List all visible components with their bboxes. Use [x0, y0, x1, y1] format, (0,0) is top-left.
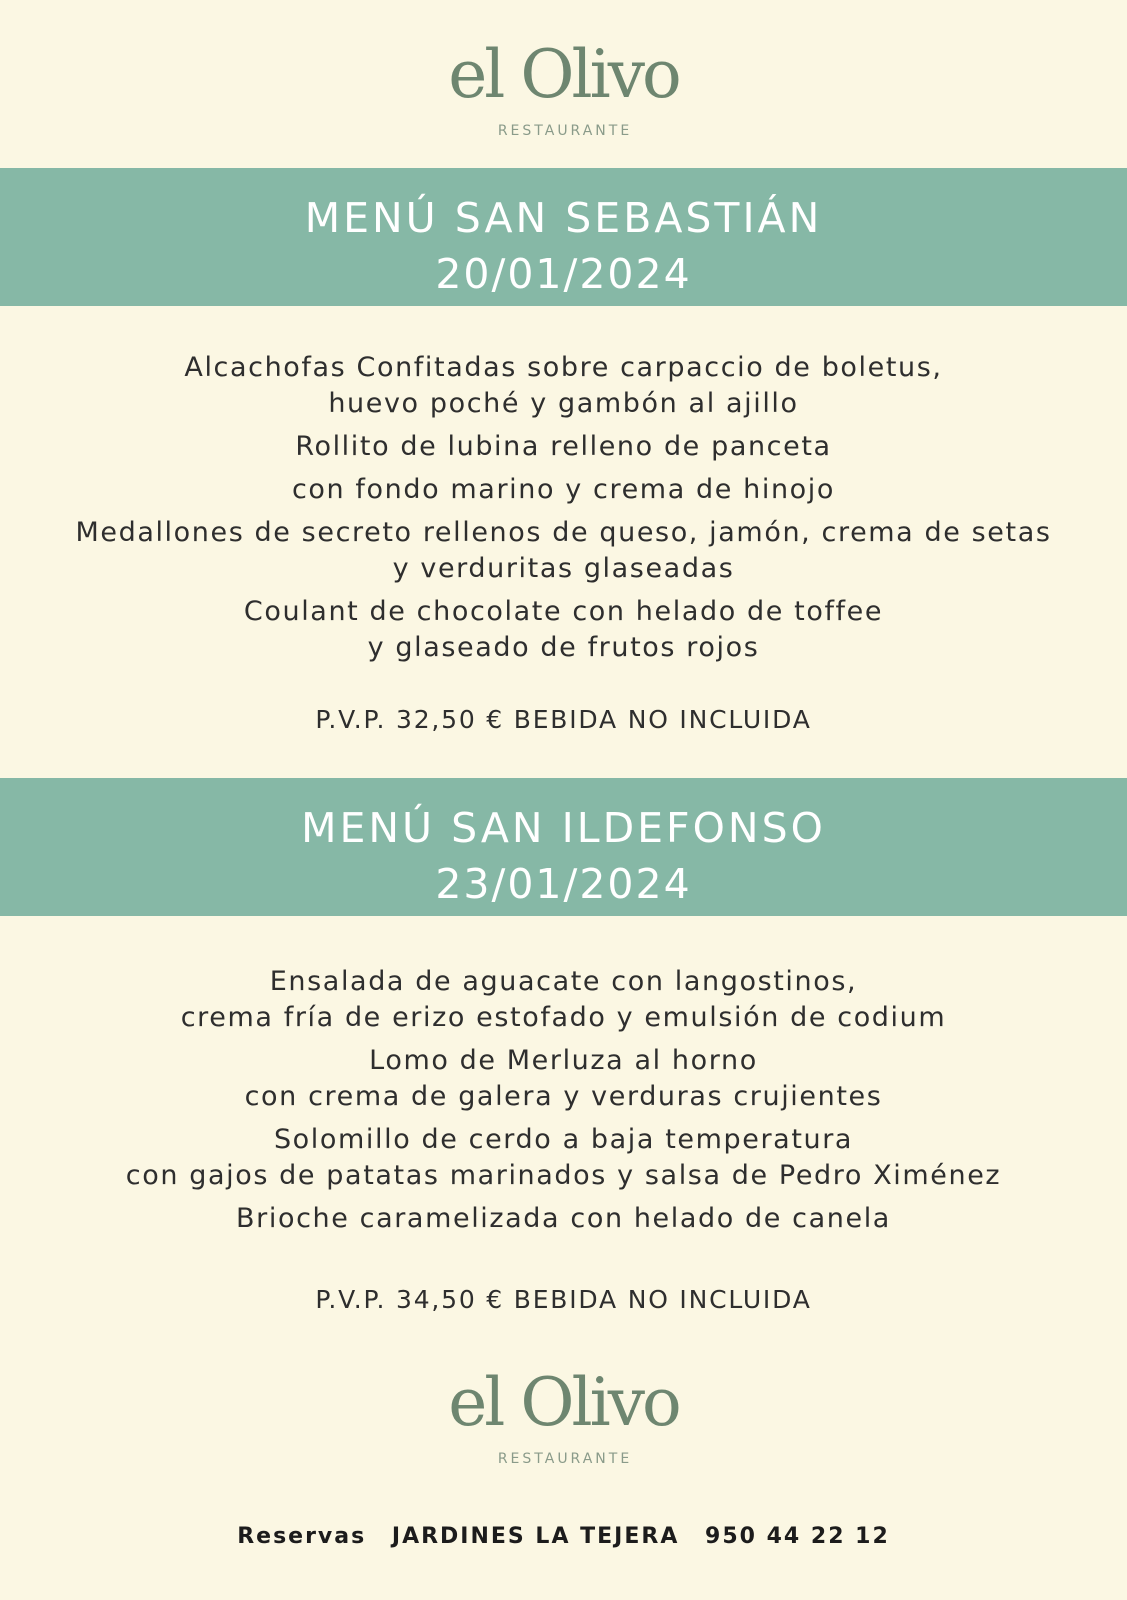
dish-line: Rollito de lubina relleno de panceta: [295, 431, 832, 462]
dish-line: crema fría de erizo estofado y emulsión de codium: [180, 1002, 947, 1033]
dish-line: Lomo de Merluza al horno: [369, 1045, 758, 1076]
dish-list-san-sebastian: [0, 350, 1127, 673]
dish-line: Coulant de chocolate con helado de toffee: [243, 596, 884, 627]
logo-name: el Olivo: [448, 1364, 679, 1441]
dish-line: con crema de galera y verduras crujientes: [244, 1081, 883, 1112]
dish-line: y verduritas glaseadas: [392, 553, 735, 584]
dish-line: Alcachofas Confitadas sobre carpaccio de boletus,: [184, 352, 943, 383]
dish-item: [0, 964, 1127, 1036]
reservations-footer: [0, 1520, 1127, 1554]
reservations-phone: 950 44 22 12: [705, 1524, 890, 1549]
dish-item: [0, 1122, 1127, 1194]
dish-line: Solomillo de cerdo a baja temperatura: [273, 1124, 854, 1155]
dish-item: [0, 1043, 1127, 1115]
menu-title: MENÚ SAN ILDEFONSO: [301, 804, 826, 852]
reservations-label: Reservas: [237, 1524, 367, 1549]
dish-list-san-ildefonso: [0, 964, 1127, 1244]
top-logo: [0, 36, 1127, 140]
logo-subtitle: RESTAURANTE: [497, 123, 633, 139]
dish-item: [0, 472, 1127, 508]
menu-date: 23/01/2024: [435, 860, 692, 908]
dish-line: huevo poché y gambón al ajillo: [328, 388, 799, 419]
menu-header-san-sebastian: [0, 168, 1127, 306]
bottom-logo: [0, 1364, 1127, 1468]
dish-item: [0, 594, 1127, 666]
reservations-location: JARDINES LA TEJERA: [391, 1524, 680, 1549]
dish-line: Ensalada de aguacate con langostinos,: [269, 966, 858, 997]
dish-line: Brioche caramelizada con helado de canela: [236, 1203, 891, 1234]
dish-line: con fondo marino y crema de hinojo: [291, 474, 836, 505]
menu-price: P.V.P. 34,50 € BEBIDA NO INCLUIDA: [315, 1285, 812, 1314]
logo-subtitle: RESTAURANTE: [497, 1451, 633, 1467]
dish-item: [0, 1201, 1127, 1237]
logo-name: el Olivo: [448, 36, 679, 113]
dish-line: Medallones de secreto rellenos de queso, jamón, crema de setas: [75, 517, 1052, 548]
menu-title: MENÚ SAN SEBASTIÁN: [304, 194, 823, 242]
menu-header-san-ildefonso: [0, 778, 1127, 916]
dish-line: y glaseado de frutos rojos: [367, 632, 760, 663]
menu-date: 20/01/2024: [435, 250, 692, 298]
dish-item: [0, 515, 1127, 587]
dish-item: [0, 350, 1127, 422]
menu-price: P.V.P. 32,50 € BEBIDA NO INCLUIDA: [315, 705, 812, 734]
dish-line: con gajos de patatas marinados y salsa de Pedro Ximénez: [125, 1160, 1002, 1191]
dish-item: [0, 429, 1127, 465]
